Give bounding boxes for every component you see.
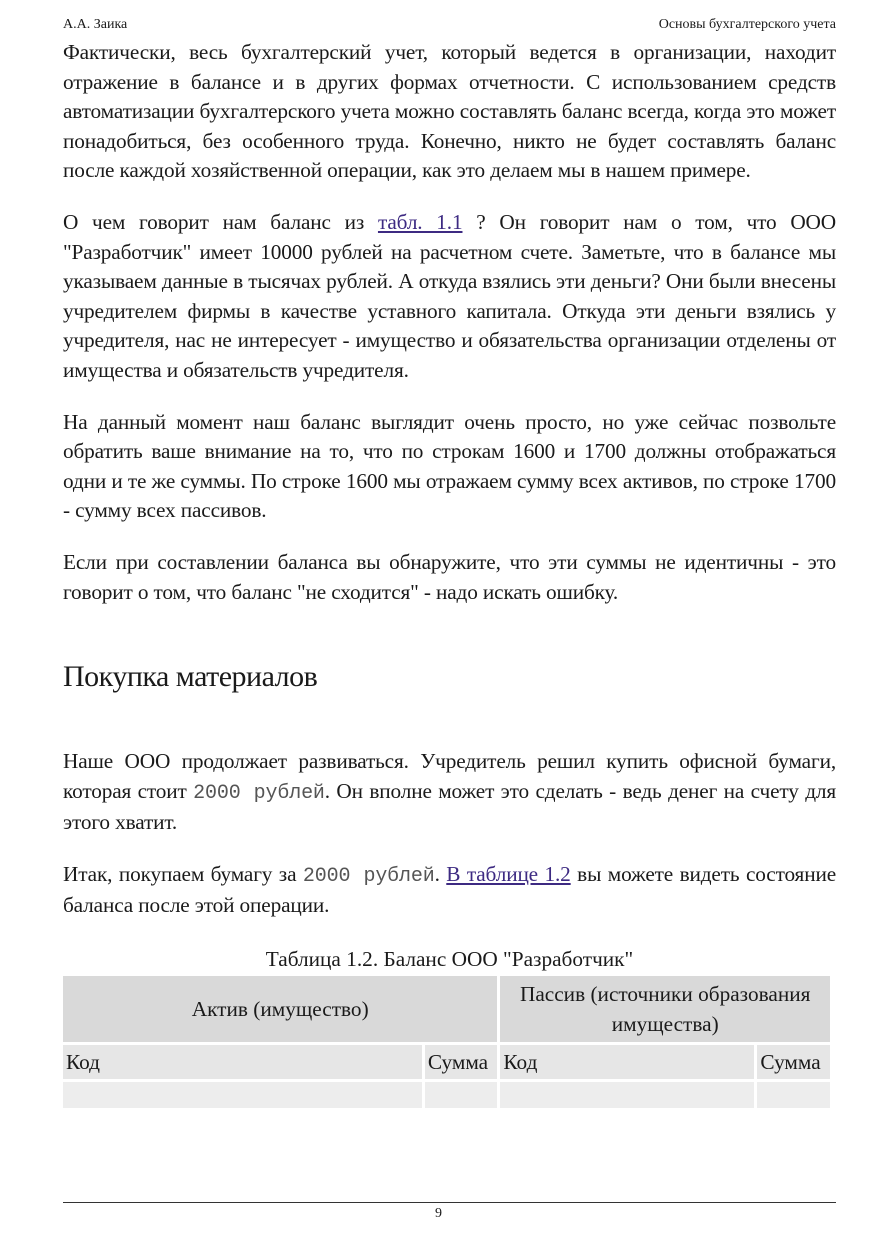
empty-cell <box>425 1082 498 1108</box>
header-author: А.А. Заика <box>63 17 128 32</box>
table-row <box>63 1082 830 1108</box>
paragraph-6-text-a: Итак, покупаем бумагу за <box>63 861 303 886</box>
page-header <box>63 16 836 34</box>
paragraph-4: Если при составлении баланса вы обнаружите, что эти суммы не идентичны - это говорит о том, что баланс "не сходится" - надо искать ошибку. <box>63 549 836 604</box>
paragraph-5-amount: 2000 рублей <box>193 781 325 805</box>
table-1-2-link[interactable]: В таблице 1.2 <box>446 861 571 886</box>
liability-header-cell: Пассив (источники образования имущества) <box>500 976 830 1042</box>
paragraph-6-text-c: вы можете видеть состояние баланса после этой операции. <box>63 861 836 918</box>
empty-cell <box>63 1082 422 1108</box>
liability-sum-header: Сумма <box>757 1045 830 1079</box>
header-book-title: Основы бухгалтерского учета <box>658 17 836 32</box>
paragraph-5-text-b: . Он вполне может это сделать - ведь денег на счету для этого хватит. <box>63 778 837 835</box>
asset-code-header: Код <box>63 1045 422 1079</box>
balance-table <box>60 973 833 1111</box>
asset-sum-header: Сумма <box>425 1045 498 1079</box>
section-heading: Покупка материалов <box>63 660 318 694</box>
table-header-row <box>63 976 830 1042</box>
paragraph-5 <box>63 747 836 838</box>
paragraph-5-text-a: Наше ООО продолжает развиваться. Учредитель решил купить офисной бумаги, которая стоит <box>63 749 836 803</box>
table-caption: Таблица 1.2. Баланс ООО "Разработчик" <box>265 947 634 972</box>
liability-code-header: Код <box>500 1045 754 1079</box>
paragraph-1: Фактически, весь бухгалтерский учет, который ведется в организации, находит отражение в балансе и в других формах отчетности. С использованием средств автоматизации бухгалтерского учета можно составлять баланс всегда, когда это может понадобиться, без особенного труда. Конечно, никто не будет составлять баланс после каждой хозяйственной операции, как это делаем мы в нашем примере. <box>63 40 836 183</box>
paragraph-3: На данный момент наш баланс выглядит очень просто, но уже сейчас позвольте обратить ваше внимание на то, что по строкам 1600 и 1700 должны отображаться одни и те же суммы. По строке 1600 мы отражаем сумму всех активов, по строке 1700 - сумму всех пассивов. <box>63 409 836 523</box>
page-content <box>63 38 836 1111</box>
asset-header-cell: Актив (имущество) <box>63 976 497 1042</box>
paragraph-6-amount: 2000 рублей <box>302 864 435 888</box>
table-1-1-link[interactable]: табл. 1.1 <box>377 209 463 234</box>
empty-cell <box>500 1082 754 1108</box>
paragraph-2-text-a: О чем говорит нам баланс из <box>63 209 378 234</box>
paragraph-6-text-b: . <box>434 861 447 886</box>
page-number: 9 <box>435 1206 442 1221</box>
paragraph-2 <box>63 208 836 386</box>
table-subheader-row <box>63 1045 830 1079</box>
empty-cell <box>757 1082 830 1108</box>
page-bottom-rule <box>63 1202 836 1203</box>
paragraph-2-text-b: ? Он говорит нам о том, что ООО "Разработчик" имеет 10000 рублей на расчетном счете. Заметьте, что в балансе мы указываем данные в тысячах рублей. А откуда взялись эти деньги? Они были внесены учредителем фирмы в качестве уставного капитала. Откуда эти деньги взялись у учредителя, нас не интересует - имущество и обязательства организации отделены от имущества и обязательств учредителя. <box>63 209 837 382</box>
paragraph-6 <box>63 860 836 921</box>
